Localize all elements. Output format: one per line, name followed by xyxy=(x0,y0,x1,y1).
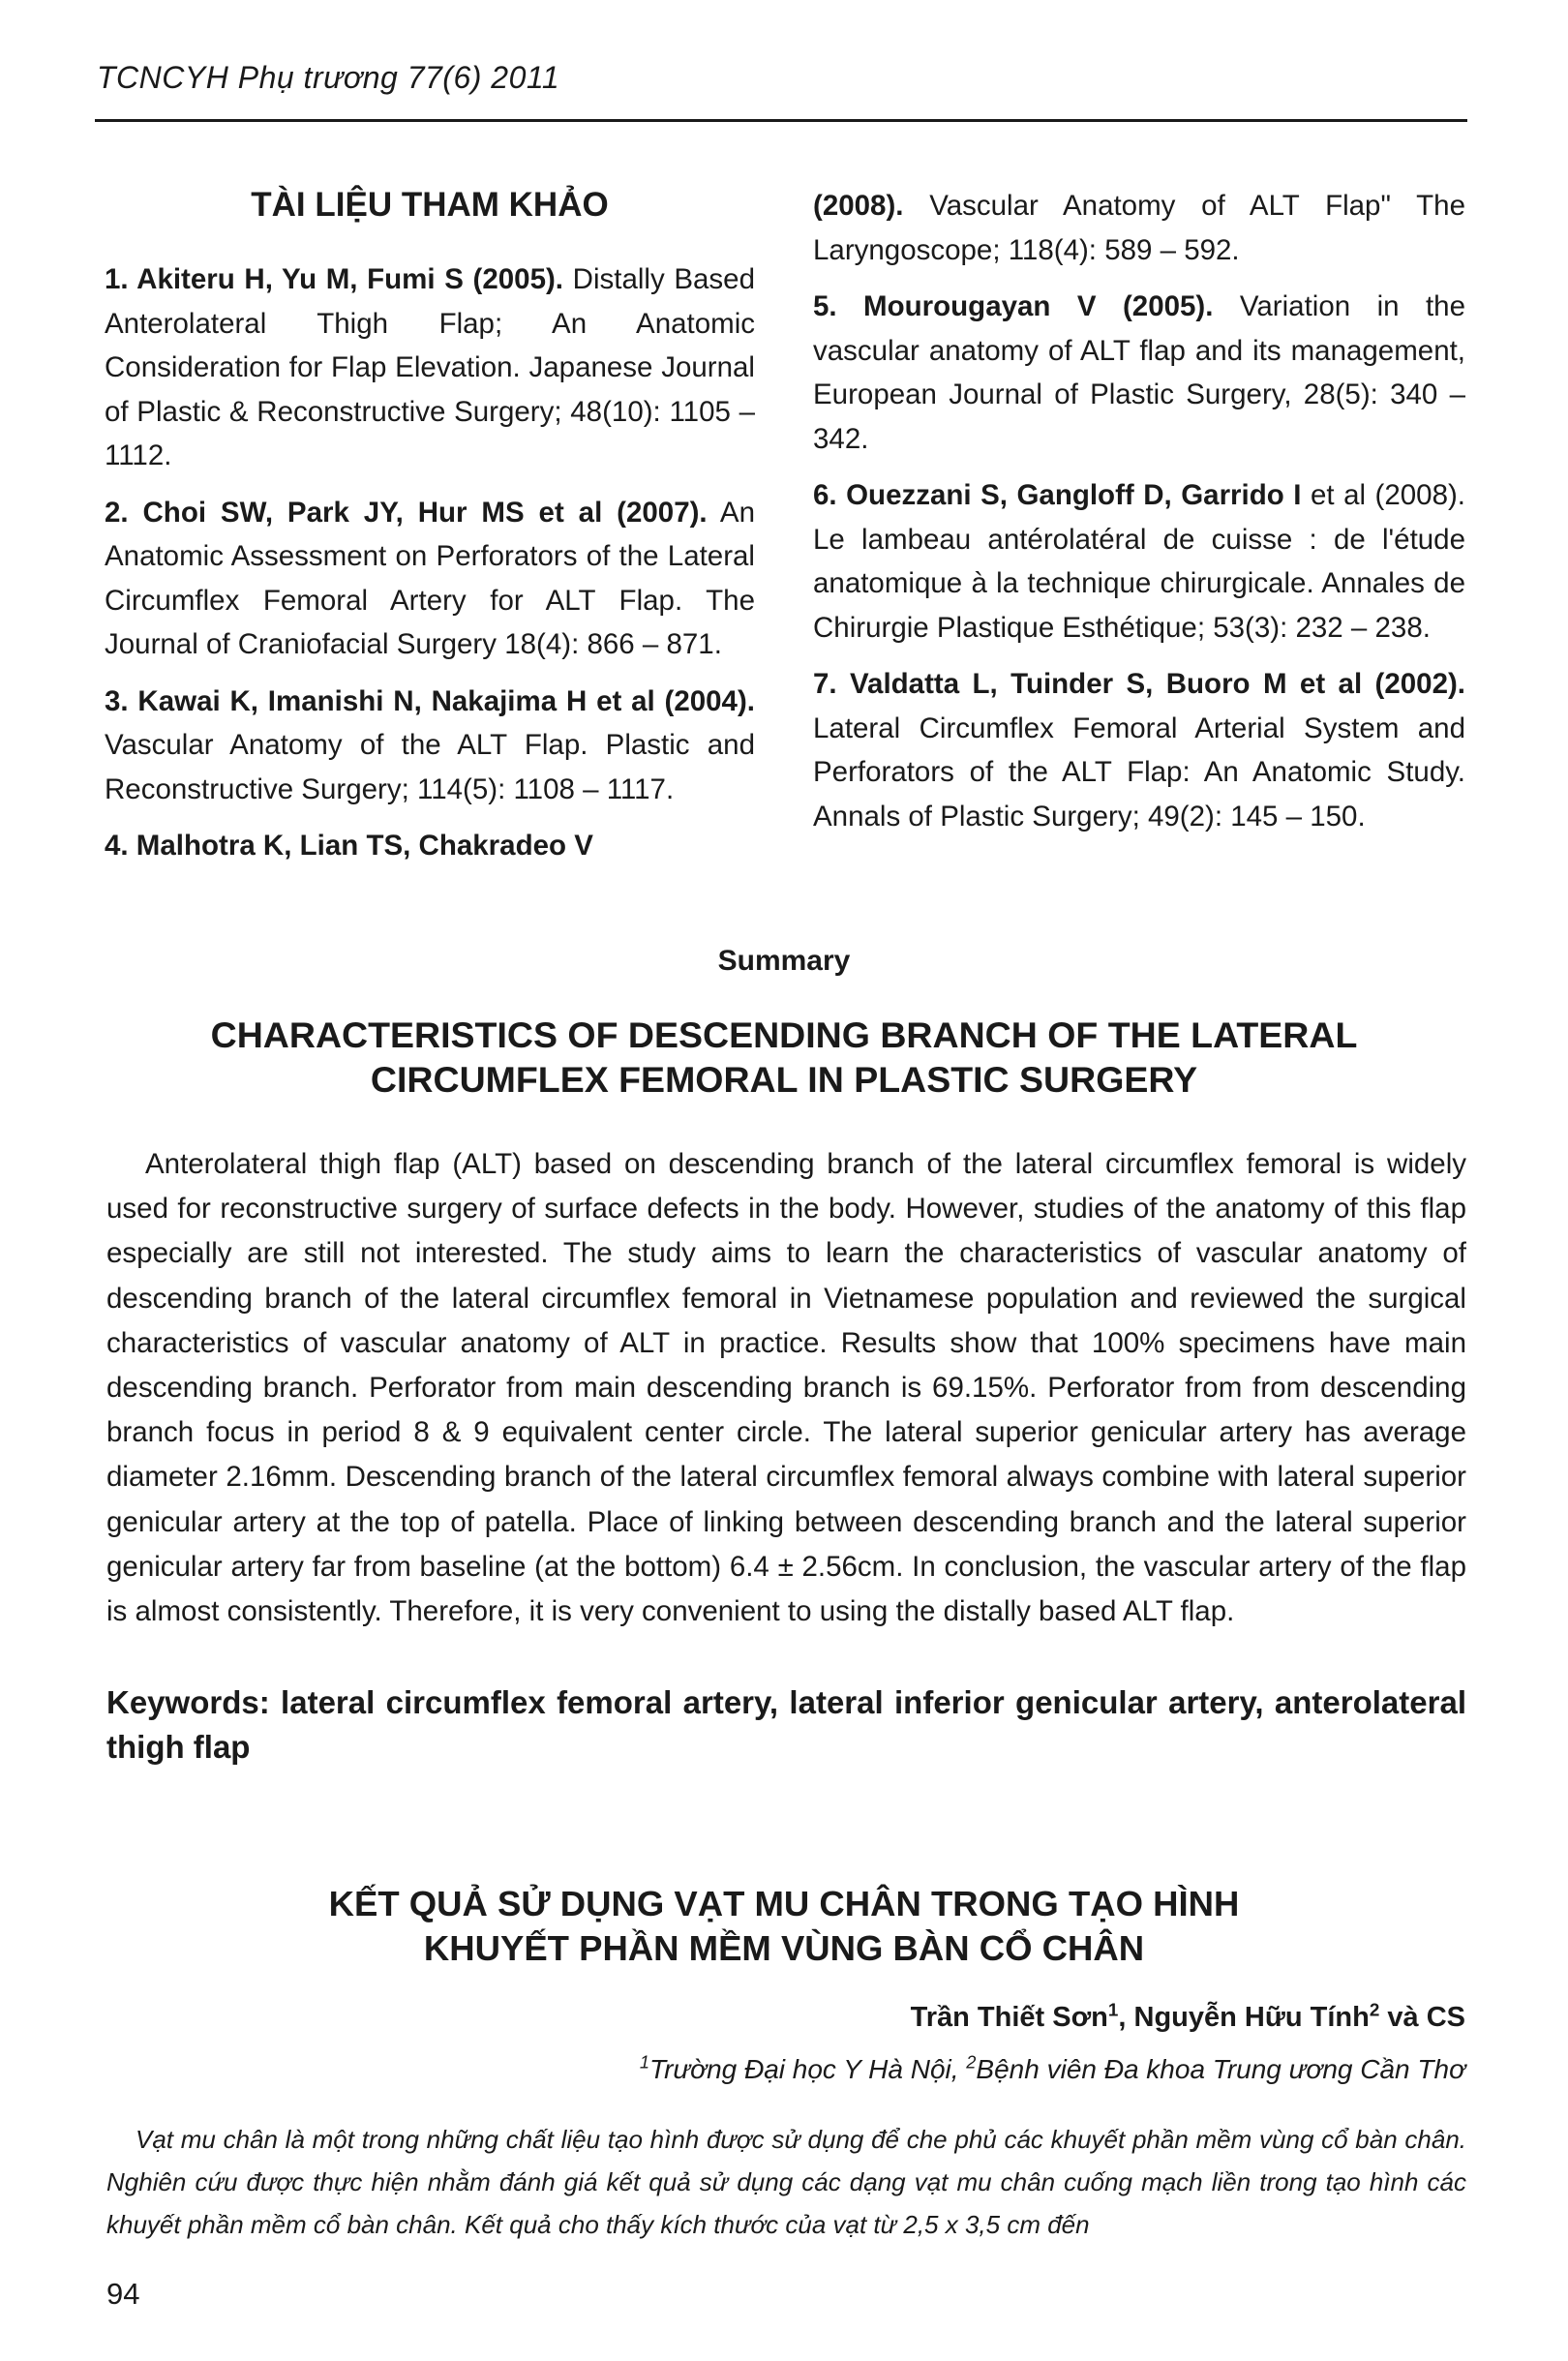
running-header: TCNCYH Phụ trương 77(6) 2011 xyxy=(97,60,560,95)
reference-item-4 xyxy=(105,824,755,868)
reference-authors: (2008). xyxy=(813,190,904,222)
summary-label: Summary xyxy=(717,945,851,977)
reference-authors: 3. Kawai K, Imanishi N, Nakajima H et al (2004). xyxy=(105,684,755,717)
affiliation-mark: 2 xyxy=(966,2052,977,2073)
article-intro: Vạt mu chân là một trong những chất liệu tạo hình được sử dụng để che phủ các khuyết phần mềm vùng cổ bàn chân. Nghiên cứu được thực hiện nhằm đánh giá kết quả sử dụng các dạng vạt mu chân cuống mạch liền trong tạo hình các khuyết phần mềm cổ bàn chân. Kết quả cho thấy kích thước của vạt từ 2,5 x 3,5 cm đến xyxy=(106,2125,1466,2239)
reference-item-5 xyxy=(813,285,1465,461)
reference-item-2 xyxy=(105,491,755,667)
page-number: 94 xyxy=(106,2277,140,2311)
article-authors xyxy=(910,1999,1465,2034)
references-right-column xyxy=(813,184,1465,851)
affiliation-mark: 1 xyxy=(639,2052,650,2073)
author-affiliation-mark: 1 xyxy=(1107,1999,1119,2020)
reference-text: Distally Based Anterolateral Thigh Flap; An Anatomic Consideration for Flap Elevation. Japanese Journal of Plastic & Reconstructive Surgery; 48(10): 1105 – 1112. xyxy=(105,263,756,471)
reference-text: et al (2008). Le lambeau antérolatéral de cuisse : de l'étude anatomique à la technique chirurgicale. Annales de Chirurgie Plastique Esthétique; 53(3): 232 – 238. xyxy=(813,479,1465,644)
references-title: TÀI LIỆU THAM KHẢO xyxy=(251,186,609,224)
reference-authors: 7. Valdatta L, Tuinder S, Buoro M et al (2002). xyxy=(813,668,1465,700)
summary-abstract: Anterolateral thigh flap (ALT) based on descending branch of the lateral circumflex femoral is widely used for reconstructive surgery of surface defects in the body. However, studies of the anatomy of this flap especially are still not interested. The study aims to learn the characteristics of vascular anatomy of descending branch of the lateral circumflex femoral in Vietnamese population and reviewed the surgical characteristics of vascular anatomy of ALT in practice. Results show that 100% specimens have main descending branch. Perforator from main descending branch is 69.15%. Perforator from from descending branch focus in period 8 & 9 equivalent center circle. The lateral superior genicular artery has average diameter 2.16mm. Descending branch of the lateral circumflex femoral always combine with lateral superior genicular artery at the top of patella. Place of linking between descending branch and the lateral superior genicular artery far from baseline (at the bottom) 6.4 ± 2.56cm. In conclusion, the vascular artery of the flap is almost consistently. Therefore, it is very convenient to using the distally based ALT flap. xyxy=(106,1148,1466,1628)
reference-text: Variation in the vascular anatomy of ALT flap and its management, European Journal of Plastic Surgery, 28(5): 340 – 342. xyxy=(813,290,1465,455)
article-title xyxy=(194,1882,1374,1971)
reference-item-6 xyxy=(813,473,1465,650)
author-separator: , xyxy=(1118,2002,1134,2033)
author-name: Nguyễn Hữu Tính xyxy=(1133,2002,1370,2033)
reference-text: Vascular Anatomy of ALT Flap" The Laryngoscope; 118(4): 589 – 592. xyxy=(813,190,1465,266)
reference-authors: 6. Ouezzani S, Gangloff D, Garrido I xyxy=(813,479,1302,511)
reference-text: An Anatomic Assessment on Perforators of the Lateral Circumflex Femoral Artery for ALT Flap. The Journal of Craniofacial Surgery 18(4): 866 – 871. xyxy=(105,496,755,660)
article-affiliations xyxy=(640,2054,1465,2085)
affiliation-name: Bệnh viên Đa khoa Trung ương Cần Thơ xyxy=(976,2054,1465,2084)
reference-item-1 xyxy=(105,257,755,478)
reference-item-7 xyxy=(813,662,1465,838)
reference-authors: 4. Malhotra K, Lian TS, Chakradeo V xyxy=(105,830,593,862)
article-title-line-2: KHUYẾT PHẦN MỀM VÙNG BÀN CỔ CHÂN xyxy=(423,1928,1145,1968)
reference-item-4-cont xyxy=(813,184,1465,272)
author-affiliation-mark: 2 xyxy=(1369,1999,1380,2020)
reference-item-3 xyxy=(105,680,755,812)
keywords: Keywords: lateral circumflex femoral artery, lateral inferior genicular artery, anterolateral thigh flap xyxy=(106,1684,1466,1765)
reference-authors: 1. Akiteru H, Yu M, Fumi S (2005). xyxy=(105,263,564,295)
reference-authors: 2. Choi SW, Park JY, Hur MS et al (2007). xyxy=(105,496,708,529)
summary-title: CHARACTERISTICS OF DESCENDING BRANCH OF THE LATERAL CIRCUMFLEX FEMORAL IN PLASTIC SURGERY xyxy=(210,1014,1358,1100)
references-left-column xyxy=(105,184,755,881)
reference-text: Lateral Circumflex Femoral Arterial System and Perforators of the ALT Flap: An Anatomic Study. Annals of Plastic Surgery; 49(2): 145 – 150. xyxy=(813,711,1465,832)
reference-authors: 5. Mourougayan V (2005). xyxy=(813,290,1214,322)
affiliation-name: Trường Đại học Y Hà Nội, xyxy=(649,2054,967,2084)
header-divider xyxy=(95,119,1467,122)
reference-text: Vascular Anatomy of the ALT Flap. Plastic and Reconstructive Surgery; 114(5): 1108 – 1117. xyxy=(105,729,755,805)
author-tail: và CS xyxy=(1379,2002,1465,2033)
article-title-line-1: KẾT QUẢ SỬ DỤNG VẠT MU CHÂN TRONG TẠO HÌNH xyxy=(328,1884,1240,1923)
author-name: Trần Thiết Sơn xyxy=(910,2002,1108,2033)
